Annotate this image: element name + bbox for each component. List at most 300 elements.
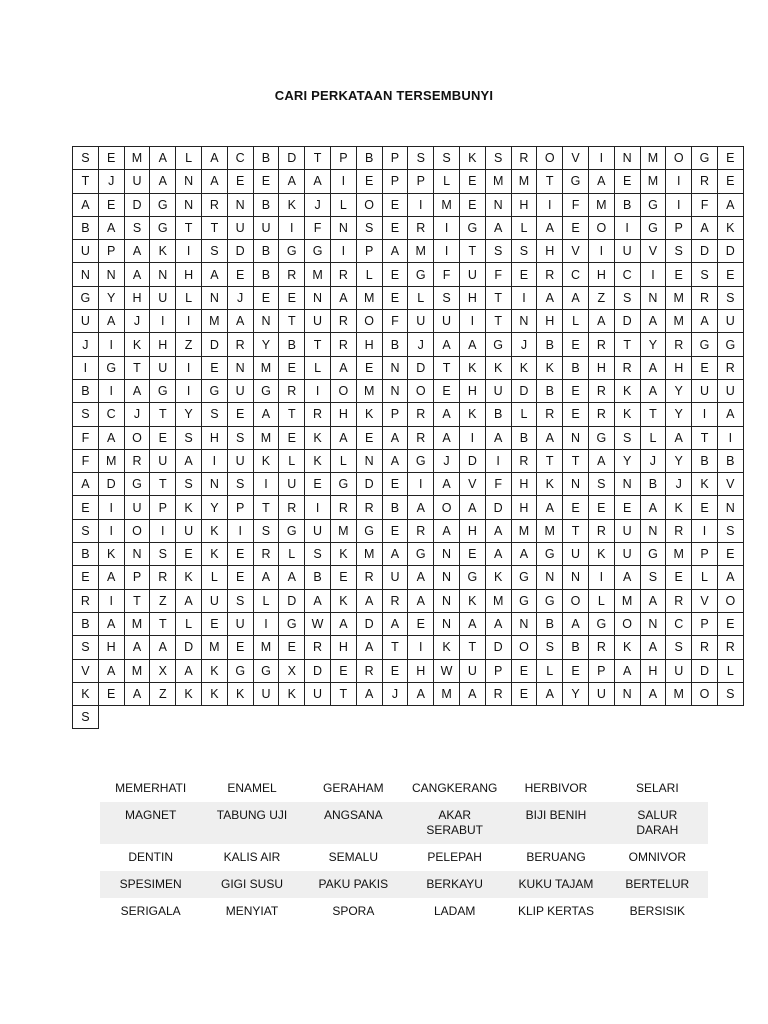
grid-cell[interactable]: O — [563, 590, 589, 613]
grid-cell[interactable]: H — [99, 636, 125, 659]
grid-cell[interactable]: H — [357, 333, 383, 356]
grid-cell[interactable]: A — [615, 566, 641, 589]
grid-cell[interactable]: X — [279, 660, 305, 683]
grid-cell[interactable]: A — [150, 147, 176, 170]
grid-cell[interactable]: R — [150, 566, 176, 589]
grid-cell[interactable]: R — [383, 590, 409, 613]
grid-cell[interactable]: K — [202, 683, 228, 706]
grid-cell[interactable]: G — [150, 217, 176, 240]
grid-cell[interactable]: K — [718, 217, 744, 240]
grid-cell[interactable]: E — [563, 403, 589, 426]
grid-cell[interactable]: N — [537, 566, 563, 589]
grid-cell[interactable]: T — [125, 590, 151, 613]
grid-cell[interactable]: Y — [99, 287, 125, 310]
grid-cell[interactable]: G — [150, 380, 176, 403]
grid-cell[interactable]: A — [486, 427, 512, 450]
grid-cell[interactable]: Z — [150, 590, 176, 613]
grid-cell[interactable]: M — [125, 613, 151, 636]
grid-cell[interactable]: D — [125, 194, 151, 217]
grid-cell[interactable]: I — [73, 357, 99, 380]
grid-cell[interactable]: B — [641, 473, 667, 496]
grid-cell[interactable]: A — [331, 357, 357, 380]
grid-cell[interactable]: D — [202, 333, 228, 356]
grid-cell[interactable]: A — [125, 636, 151, 659]
grid-cell[interactable]: U — [305, 683, 331, 706]
grid-cell[interactable]: T — [537, 450, 563, 473]
grid-cell[interactable]: U — [305, 520, 331, 543]
grid-cell[interactable]: G — [99, 357, 125, 380]
grid-cell[interactable]: G — [279, 520, 305, 543]
grid-cell[interactable]: K — [537, 473, 563, 496]
grid-cell[interactable]: E — [254, 170, 280, 193]
grid-cell[interactable]: U — [408, 310, 434, 333]
grid-cell[interactable]: S — [718, 683, 744, 706]
grid-cell[interactable]: P — [666, 217, 692, 240]
grid-cell[interactable]: Y — [641, 333, 667, 356]
grid-cell[interactable]: M — [125, 660, 151, 683]
grid-cell[interactable]: M — [254, 427, 280, 450]
grid-cell[interactable]: M — [512, 170, 538, 193]
grid-cell[interactable]: E — [666, 263, 692, 286]
grid-cell[interactable]: L — [176, 613, 202, 636]
grid-cell[interactable]: S — [254, 520, 280, 543]
grid-cell[interactable]: A — [460, 333, 486, 356]
grid-cell[interactable]: S — [718, 287, 744, 310]
grid-cell[interactable]: D — [305, 660, 331, 683]
grid-cell[interactable]: I — [99, 380, 125, 403]
grid-cell[interactable]: I — [331, 240, 357, 263]
grid-cell[interactable]: B — [73, 613, 99, 636]
grid-cell[interactable]: A — [99, 613, 125, 636]
grid-cell[interactable]: R — [228, 333, 254, 356]
grid-cell[interactable]: U — [150, 287, 176, 310]
grid-cell[interactable]: L — [692, 566, 718, 589]
grid-cell[interactable]: B — [254, 263, 280, 286]
grid-cell[interactable]: R — [718, 357, 744, 380]
grid-cell[interactable]: A — [357, 590, 383, 613]
grid-cell[interactable]: H — [176, 263, 202, 286]
grid-cell[interactable]: E — [718, 613, 744, 636]
grid-cell[interactable]: L — [176, 147, 202, 170]
grid-cell[interactable]: I — [176, 310, 202, 333]
grid-cell[interactable]: I — [641, 263, 667, 286]
grid-cell[interactable]: K — [460, 590, 486, 613]
grid-cell[interactable]: F — [486, 473, 512, 496]
grid-cell[interactable]: T — [537, 170, 563, 193]
grid-cell[interactable]: I — [486, 450, 512, 473]
grid-cell[interactable]: S — [615, 287, 641, 310]
grid-cell[interactable]: M — [666, 543, 692, 566]
grid-cell[interactable]: K — [254, 450, 280, 473]
grid-cell[interactable]: I — [150, 310, 176, 333]
grid-cell[interactable]: I — [176, 380, 202, 403]
grid-cell[interactable]: E — [383, 217, 409, 240]
grid-cell[interactable]: B — [73, 380, 99, 403]
grid-cell[interactable]: M — [202, 310, 228, 333]
grid-cell[interactable]: N — [512, 310, 538, 333]
grid-cell[interactable]: K — [228, 683, 254, 706]
grid-cell[interactable]: G — [279, 240, 305, 263]
grid-cell[interactable]: H — [331, 636, 357, 659]
grid-cell[interactable]: R — [279, 496, 305, 519]
grid-cell[interactable]: E — [150, 427, 176, 450]
grid-cell[interactable]: M — [254, 357, 280, 380]
grid-cell[interactable]: E — [202, 613, 228, 636]
grid-cell[interactable]: E — [563, 380, 589, 403]
grid-cell[interactable]: I — [512, 287, 538, 310]
grid-cell[interactable]: O — [357, 194, 383, 217]
grid-cell[interactable]: G — [150, 194, 176, 217]
grid-cell[interactable]: H — [512, 194, 538, 217]
grid-cell[interactable]: K — [305, 450, 331, 473]
grid-cell[interactable]: I — [202, 450, 228, 473]
grid-cell[interactable]: K — [202, 543, 228, 566]
grid-cell[interactable]: D — [486, 496, 512, 519]
grid-cell[interactable]: E — [615, 496, 641, 519]
grid-cell[interactable]: A — [305, 590, 331, 613]
grid-cell[interactable]: U — [692, 380, 718, 403]
grid-cell[interactable]: S — [202, 403, 228, 426]
grid-cell[interactable]: A — [202, 147, 228, 170]
grid-cell[interactable]: V — [563, 240, 589, 263]
grid-cell[interactable]: A — [99, 566, 125, 589]
grid-cell[interactable]: R — [254, 543, 280, 566]
grid-cell[interactable]: K — [176, 496, 202, 519]
grid-cell[interactable]: L — [305, 357, 331, 380]
grid-cell[interactable]: E — [254, 287, 280, 310]
grid-cell[interactable]: I — [331, 170, 357, 193]
grid-cell[interactable]: A — [718, 194, 744, 217]
grid-cell[interactable]: E — [73, 496, 99, 519]
grid-cell[interactable]: B — [254, 240, 280, 263]
grid-cell[interactable]: Z — [589, 287, 615, 310]
grid-cell[interactable]: V — [563, 147, 589, 170]
grid-cell[interactable]: I — [305, 496, 331, 519]
grid-cell[interactable]: H — [150, 333, 176, 356]
grid-cell[interactable]: S — [615, 427, 641, 450]
grid-cell[interactable]: E — [176, 543, 202, 566]
grid-cell[interactable]: R — [357, 566, 383, 589]
grid-cell[interactable]: N — [176, 170, 202, 193]
grid-cell[interactable]: P — [692, 543, 718, 566]
grid-cell[interactable]: A — [537, 496, 563, 519]
grid-cell[interactable]: V — [692, 590, 718, 613]
grid-cell[interactable]: R — [512, 147, 538, 170]
grid-cell[interactable]: A — [641, 496, 667, 519]
grid-cell[interactable]: S — [228, 473, 254, 496]
grid-cell[interactable]: O — [408, 380, 434, 403]
grid-cell[interactable]: R — [718, 636, 744, 659]
grid-cell[interactable]: U — [228, 450, 254, 473]
grid-cell[interactable]: E — [99, 147, 125, 170]
grid-cell[interactable]: U — [150, 450, 176, 473]
grid-cell[interactable]: H — [512, 473, 538, 496]
grid-cell[interactable]: H — [589, 263, 615, 286]
grid-cell[interactable]: A — [176, 590, 202, 613]
grid-cell[interactable]: A — [641, 380, 667, 403]
grid-cell[interactable]: G — [408, 450, 434, 473]
grid-cell[interactable]: K — [99, 543, 125, 566]
grid-cell[interactable]: S — [434, 287, 460, 310]
grid-cell[interactable]: R — [692, 287, 718, 310]
grid-cell[interactable]: G — [692, 333, 718, 356]
grid-cell[interactable]: R — [589, 380, 615, 403]
grid-cell[interactable]: R — [589, 333, 615, 356]
grid-cell[interactable]: R — [125, 450, 151, 473]
grid-cell[interactable]: G — [305, 240, 331, 263]
grid-cell[interactable]: P — [692, 613, 718, 636]
grid-cell[interactable]: I — [408, 194, 434, 217]
grid-cell[interactable]: O — [537, 147, 563, 170]
grid-cell[interactable]: K — [150, 240, 176, 263]
grid-cell[interactable]: N — [615, 473, 641, 496]
grid-cell[interactable]: O — [718, 590, 744, 613]
grid-cell[interactable]: A — [125, 683, 151, 706]
grid-cell[interactable]: I — [589, 240, 615, 263]
grid-cell[interactable]: M — [357, 380, 383, 403]
grid-cell[interactable]: A — [357, 683, 383, 706]
grid-cell[interactable]: B — [305, 566, 331, 589]
grid-cell[interactable]: U — [176, 520, 202, 543]
grid-cell[interactable]: N — [615, 683, 641, 706]
grid-cell[interactable]: I — [589, 566, 615, 589]
grid-cell[interactable]: R — [589, 403, 615, 426]
grid-cell[interactable]: S — [666, 636, 692, 659]
grid-cell[interactable]: S — [228, 427, 254, 450]
grid-cell[interactable]: H — [125, 287, 151, 310]
grid-cell[interactable]: A — [641, 683, 667, 706]
grid-cell[interactable]: T — [305, 147, 331, 170]
grid-cell[interactable]: K — [666, 496, 692, 519]
grid-cell[interactable]: K — [692, 473, 718, 496]
grid-cell[interactable]: E — [512, 263, 538, 286]
grid-cell[interactable]: R — [408, 520, 434, 543]
grid-cell[interactable]: A — [563, 613, 589, 636]
grid-cell[interactable]: E — [383, 263, 409, 286]
grid-cell[interactable]: J — [641, 450, 667, 473]
grid-cell[interactable]: E — [563, 333, 589, 356]
grid-cell[interactable]: T — [486, 310, 512, 333]
grid-cell[interactable]: M — [537, 520, 563, 543]
grid-cell[interactable]: B — [537, 333, 563, 356]
grid-cell[interactable]: N — [434, 543, 460, 566]
grid-cell[interactable]: R — [589, 520, 615, 543]
grid-cell[interactable]: E — [589, 496, 615, 519]
grid-cell[interactable]: N — [718, 496, 744, 519]
grid-cell[interactable]: I — [99, 496, 125, 519]
grid-cell[interactable]: E — [228, 566, 254, 589]
grid-cell[interactable]: A — [331, 287, 357, 310]
grid-cell[interactable]: D — [615, 310, 641, 333]
grid-cell[interactable]: A — [486, 217, 512, 240]
grid-cell[interactable]: A — [254, 403, 280, 426]
grid-cell[interactable]: J — [228, 287, 254, 310]
grid-cell[interactable]: O — [512, 636, 538, 659]
grid-cell[interactable]: D — [176, 636, 202, 659]
grid-cell[interactable]: A — [73, 473, 99, 496]
grid-cell[interactable]: I — [460, 427, 486, 450]
grid-cell[interactable]: B — [254, 194, 280, 217]
grid-cell[interactable]: L — [202, 566, 228, 589]
grid-cell[interactable]: N — [434, 590, 460, 613]
grid-cell[interactable]: N — [641, 613, 667, 636]
grid-cell[interactable]: S — [305, 543, 331, 566]
grid-cell[interactable]: K — [73, 683, 99, 706]
grid-cell[interactable]: A — [408, 496, 434, 519]
grid-cell[interactable]: R — [537, 403, 563, 426]
grid-cell[interactable]: G — [589, 613, 615, 636]
grid-cell[interactable]: L — [641, 427, 667, 450]
grid-cell[interactable]: G — [202, 380, 228, 403]
grid-cell[interactable]: S — [150, 543, 176, 566]
grid-cell[interactable]: E — [228, 170, 254, 193]
grid-cell[interactable]: F — [563, 194, 589, 217]
grid-cell[interactable]: N — [383, 357, 409, 380]
grid-cell[interactable]: A — [383, 613, 409, 636]
grid-cell[interactable]: R — [537, 263, 563, 286]
grid-cell[interactable]: U — [73, 240, 99, 263]
grid-cell[interactable]: L — [537, 660, 563, 683]
grid-cell[interactable]: T — [150, 403, 176, 426]
grid-cell[interactable]: E — [228, 403, 254, 426]
grid-cell[interactable]: R — [279, 380, 305, 403]
grid-cell[interactable]: A — [99, 310, 125, 333]
grid-cell[interactable]: G — [641, 194, 667, 217]
grid-cell[interactable]: J — [125, 310, 151, 333]
grid-cell[interactable]: M — [666, 310, 692, 333]
grid-cell[interactable]: R — [305, 636, 331, 659]
grid-cell[interactable]: K — [460, 147, 486, 170]
grid-cell[interactable]: I — [615, 217, 641, 240]
grid-cell[interactable]: T — [383, 636, 409, 659]
grid-cell[interactable]: R — [666, 333, 692, 356]
grid-cell[interactable]: D — [279, 590, 305, 613]
grid-cell[interactable]: F — [692, 194, 718, 217]
grid-cell[interactable]: A — [357, 636, 383, 659]
grid-cell[interactable]: Y — [615, 450, 641, 473]
grid-cell[interactable]: I — [99, 590, 125, 613]
grid-cell[interactable]: J — [383, 683, 409, 706]
grid-cell[interactable]: S — [486, 240, 512, 263]
grid-cell[interactable]: K — [357, 403, 383, 426]
grid-cell[interactable]: V — [718, 473, 744, 496]
grid-cell[interactable]: L — [434, 170, 460, 193]
grid-cell[interactable]: U — [228, 613, 254, 636]
grid-cell[interactable]: K — [434, 636, 460, 659]
grid-cell[interactable]: Y — [202, 496, 228, 519]
grid-cell[interactable]: I — [408, 636, 434, 659]
grid-cell[interactable]: T — [150, 473, 176, 496]
grid-cell[interactable]: A — [589, 450, 615, 473]
grid-cell[interactable]: I — [279, 217, 305, 240]
grid-cell[interactable]: R — [615, 357, 641, 380]
grid-cell[interactable]: E — [408, 613, 434, 636]
grid-cell[interactable]: S — [589, 473, 615, 496]
grid-cell[interactable]: A — [589, 310, 615, 333]
grid-cell[interactable]: G — [537, 590, 563, 613]
grid-cell[interactable]: A — [512, 543, 538, 566]
grid-cell[interactable]: B — [357, 147, 383, 170]
grid-cell[interactable]: O — [589, 217, 615, 240]
grid-cell[interactable]: B — [537, 380, 563, 403]
grid-cell[interactable]: D — [486, 636, 512, 659]
grid-cell[interactable]: H — [537, 310, 563, 333]
grid-cell[interactable]: R — [357, 660, 383, 683]
grid-cell[interactable]: M — [486, 590, 512, 613]
grid-cell[interactable]: H — [512, 496, 538, 519]
grid-cell[interactable]: G — [486, 333, 512, 356]
grid-cell[interactable]: S — [176, 473, 202, 496]
grid-cell[interactable]: A — [383, 543, 409, 566]
grid-cell[interactable]: B — [279, 333, 305, 356]
grid-cell[interactable]: O — [125, 520, 151, 543]
grid-cell[interactable]: R — [408, 403, 434, 426]
grid-cell[interactable]: A — [460, 496, 486, 519]
grid-cell[interactable]: J — [73, 333, 99, 356]
grid-cell[interactable]: M — [589, 194, 615, 217]
grid-cell[interactable]: U — [383, 566, 409, 589]
grid-cell[interactable]: R — [408, 217, 434, 240]
grid-cell[interactable]: D — [279, 147, 305, 170]
grid-cell[interactable]: B — [254, 147, 280, 170]
grid-cell[interactable]: H — [460, 520, 486, 543]
grid-cell[interactable]: P — [228, 496, 254, 519]
grid-cell[interactable]: J — [408, 333, 434, 356]
grid-cell[interactable]: G — [460, 566, 486, 589]
grid-cell[interactable]: B — [512, 427, 538, 450]
grid-cell[interactable]: E — [228, 543, 254, 566]
grid-cell[interactable]: K — [512, 357, 538, 380]
grid-cell[interactable]: F — [305, 217, 331, 240]
grid-cell[interactable]: T — [125, 357, 151, 380]
grid-cell[interactable]: E — [383, 194, 409, 217]
grid-cell[interactable]: A — [331, 427, 357, 450]
grid-cell[interactable]: E — [563, 660, 589, 683]
grid-cell[interactable]: A — [537, 217, 563, 240]
grid-cell[interactable]: P — [331, 147, 357, 170]
grid-cell[interactable]: K — [589, 543, 615, 566]
grid-cell[interactable]: T — [460, 240, 486, 263]
grid-cell[interactable]: E — [460, 170, 486, 193]
grid-cell[interactable]: G — [460, 217, 486, 240]
grid-cell[interactable]: N — [228, 357, 254, 380]
grid-cell[interactable]: A — [99, 427, 125, 450]
grid-cell[interactable]: M — [408, 240, 434, 263]
grid-cell[interactable]: Z — [176, 333, 202, 356]
grid-cell[interactable]: A — [176, 450, 202, 473]
grid-cell[interactable]: E — [279, 636, 305, 659]
grid-cell[interactable]: A — [254, 566, 280, 589]
grid-cell[interactable]: M — [331, 520, 357, 543]
grid-cell[interactable]: G — [589, 427, 615, 450]
grid-cell[interactable]: A — [486, 520, 512, 543]
grid-cell[interactable]: G — [73, 287, 99, 310]
grid-cell[interactable]: T — [486, 287, 512, 310]
grid-cell[interactable]: K — [537, 357, 563, 380]
grid-cell[interactable]: T — [150, 613, 176, 636]
grid-cell[interactable]: Y — [254, 333, 280, 356]
grid-cell[interactable]: D — [228, 240, 254, 263]
grid-cell[interactable]: K — [202, 520, 228, 543]
grid-cell[interactable]: U — [254, 683, 280, 706]
grid-cell[interactable]: M — [357, 287, 383, 310]
grid-cell[interactable]: G — [641, 543, 667, 566]
grid-cell[interactable]: T — [279, 310, 305, 333]
grid-cell[interactable]: M — [512, 520, 538, 543]
grid-cell[interactable]: Y — [176, 403, 202, 426]
grid-cell[interactable]: G — [254, 660, 280, 683]
grid-cell[interactable]: U — [202, 590, 228, 613]
